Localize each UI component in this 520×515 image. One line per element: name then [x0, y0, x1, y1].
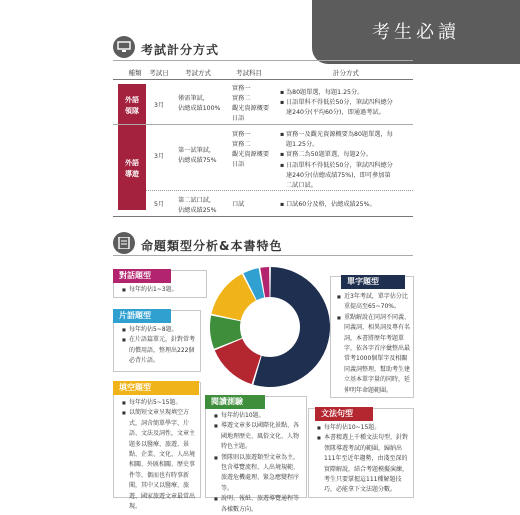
row-type-label: 外語 領隊 [118, 84, 146, 130]
reading-item: ■ 領隊則以旅遊類型文章為主，包含導覽流程、人出境規範、旅遊危機處理、緊急應變程序等。 [214, 453, 304, 495]
table-header-scoring: 計分方式 [333, 69, 359, 77]
table-header-rule [113, 79, 413, 80]
section2-title: 命題類型分析&本書特色 [141, 239, 283, 253]
grammar-item: ■ 每年約佔10~15題。 [317, 423, 411, 433]
fill-box [113, 382, 201, 511]
fill-box-title: 填空題型 [113, 381, 199, 395]
reading-item: ■ 導遊文章多以國際化景點、各國地理歷史、風俗文化、人物特色主題。 [214, 421, 304, 452]
table-header-type: 種類 [128, 69, 142, 77]
reading-box-title: 閱讀測驗 [205, 395, 265, 409]
fill-item: ■ 以簡短文章呈現填空方式，詞含簡單學字、片語、文法及詞性，文章主題多以醫療、旅遊、景點、企業、文化、人出境相關、外匯相關、歷史事件等，偶而也有時事新聞，其中又以醫療、旅遊、國家旅遊文章最常出現。 [122, 408, 198, 512]
row-scoring: ▪ 實務一及觀光資源概要為80題單選，每 題1.25分。 ▪ 實務二為50題單選，每題2分。 ▪ 日語單科不得低於50分，筆試四科總分 達240分(佔總成績75%)，即可參加第 二試口試。 [280, 131, 393, 190]
topic-donut-chart [205, 262, 335, 392]
header-title: 考生必讀 [372, 22, 460, 43]
phrase-item: ■ 每年約佔5~8題。 [122, 325, 198, 335]
table-header-date: 考試日 [149, 69, 169, 77]
table-bottom-rule [113, 216, 413, 217]
row-method: 第一試筆試， 佔總成績75% [178, 147, 217, 164]
computer-icon [113, 36, 135, 58]
grammar-box [308, 408, 414, 498]
row-date: 3月 [153, 102, 165, 109]
vocab-item: ■ 近3年考試，單字佔分比重提高至65~70%。 [337, 292, 411, 313]
phrase-item: ■ 在片語篇單元，針對常考的慣用語，整理出222個必背片語。 [122, 335, 198, 366]
row-scoring: ▪ 為80題單選，每題1.25分。 ▪ 日語單科不得低於50分，筆試四科總分 達240分(平均60分)，即通過考試。 [280, 89, 393, 117]
reading-box [205, 396, 307, 513]
row-dotted-divider [146, 190, 413, 191]
row-subjects: 實務一 實務二 觀光資源概要 日語 [232, 131, 270, 168]
row-date: 5月 [153, 201, 165, 208]
document-icon [113, 232, 135, 254]
header-tab [312, 0, 520, 64]
row-method: 第二試口試， 佔總成績25% [178, 197, 217, 214]
grammar-box-title: 文法句型 [315, 407, 373, 421]
grammar-item: ■ 本書精選上千種文法句型，針對領隊導遊考試的範圍，歸納出111年至近年趨勢，由淺至深的實際解說，結合考題模擬演練，考生只要掌握這111種解題技巧，必能拿下文法題分數。 [317, 433, 411, 495]
section1-title: 考試計分方式 [141, 43, 220, 57]
table-header-method: 考試方式 [185, 69, 211, 77]
fill-item: ■ 每年約佔5~15題。 [122, 398, 198, 408]
phrase-box-title: 片語題型 [113, 309, 171, 323]
vocab-box [330, 276, 414, 398]
section1-rule [113, 60, 413, 61]
table-header-subject: 考試科目 [236, 69, 262, 77]
section2-rule [113, 255, 413, 256]
row-date: 3月 [153, 153, 165, 160]
reading-item: ■ 每年約佔10題。 [214, 411, 304, 421]
vocab-box-title: 單字題型 [341, 275, 405, 289]
row-type-label: 外語 導遊 [118, 130, 146, 210]
phrase-box [113, 310, 201, 372]
row-divider [113, 124, 413, 125]
row-method: 僅需筆試， 佔總成績100% [178, 95, 221, 112]
row-scoring: ▪ 口試60分及格，佔總成績25%。 [280, 201, 376, 208]
vocab-item: ■ 重點解說在同詞不同義、同義詞、相異詞及專有名詞，本書將歷年考題單字，依各字首序彙整出最常考1000個單字及相關同義詞整理，幫助考生建立基本單字量的同時，延伸明年命題範圍。 [337, 313, 411, 396]
dialog-box-title: 對話題型 [113, 269, 171, 283]
dialog-box [113, 270, 207, 298]
row-subjects: 實務一 實務二 觀光資源概要 日語 [232, 85, 270, 122]
dialog-item: ■ 每年約佔1~3題。 [122, 285, 206, 295]
reading-item: ■ 說明、報紙、旅遊導覽通程等各樣數方向。 [214, 494, 304, 515]
row-subjects: 口試 [232, 201, 245, 208]
